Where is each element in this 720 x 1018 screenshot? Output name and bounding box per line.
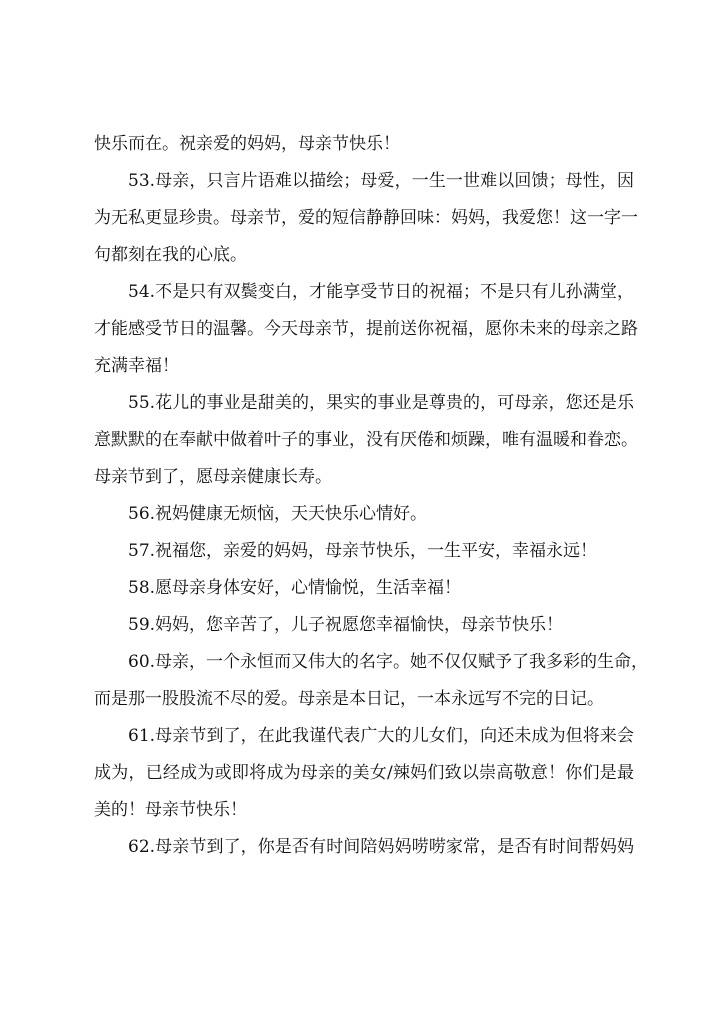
text-line: 母亲节到了，愿母亲健康长寿。 bbox=[94, 467, 332, 487]
text-line: 59.妈妈，您辛苦了，儿子祝愿您幸福愉快，母亲节快乐！ bbox=[128, 615, 564, 635]
text-line: 55.花儿的事业是甜美的，果实的事业是尊贵的，可母亲，您还是乐 bbox=[128, 393, 634, 413]
text-line: 美的！母亲节快乐！ bbox=[94, 800, 247, 820]
text-line: 而是那一股股流不尽的爱。母亲是本日记，一本永远写不完的日记。 bbox=[94, 689, 604, 709]
text-line: 54.不是只有双鬓变白，才能享受节日的祝福；不是只有儿孙满堂， bbox=[128, 282, 634, 302]
text-line: 60.母亲，一个永恒而又伟大的名字。她不仅仅赋予了我多彩的生命， bbox=[128, 652, 649, 672]
text-line: 快乐而在。祝亲爱的妈妈，母亲节快乐！ bbox=[94, 134, 400, 154]
text-line: 56.祝妈健康无烦恼，天天快乐心情好。 bbox=[128, 504, 428, 524]
text-line: 57.祝福您，亲爱的妈妈，母亲节快乐，一生平安，幸福永远！ bbox=[128, 541, 598, 561]
text-line: 为无私更显珍贵。母亲节，爱的短信静静回味：妈妈，我爱您！这一字一 bbox=[94, 208, 638, 228]
text-line: 成为，已经成为或即将成为母亲的美女/辣妈们致以崇高敬意！你们是最 bbox=[94, 763, 634, 783]
text-line: 53.母亲，只言片语难以描绘；母爱，一生一世难以回馈；母性，因 bbox=[128, 171, 634, 191]
text-line: 句都刻在我的心底。 bbox=[94, 245, 247, 265]
document-body bbox=[94, 126, 649, 866]
text-line: 才能感受节日的温馨。今天母亲节，提前送你祝福，愿你未来的母亲之路 bbox=[94, 319, 638, 339]
text-line: 62.母亲节到了，你是否有时间陪妈妈唠唠家常，是否有时间帮妈妈 bbox=[128, 837, 634, 857]
text-line: 意默默的在奉献中做着叶子的事业，没有厌倦和烦躁，唯有温暖和眷恋。 bbox=[94, 430, 638, 450]
text-line: 61.母亲节到了，在此我谨代表广大的儿女们，向还未成为但将来会 bbox=[128, 726, 634, 746]
text-line: 58.愿母亲身体安好，心情愉悦，生活幸福！ bbox=[128, 578, 462, 598]
text-line: 充满幸福！ bbox=[94, 356, 179, 376]
